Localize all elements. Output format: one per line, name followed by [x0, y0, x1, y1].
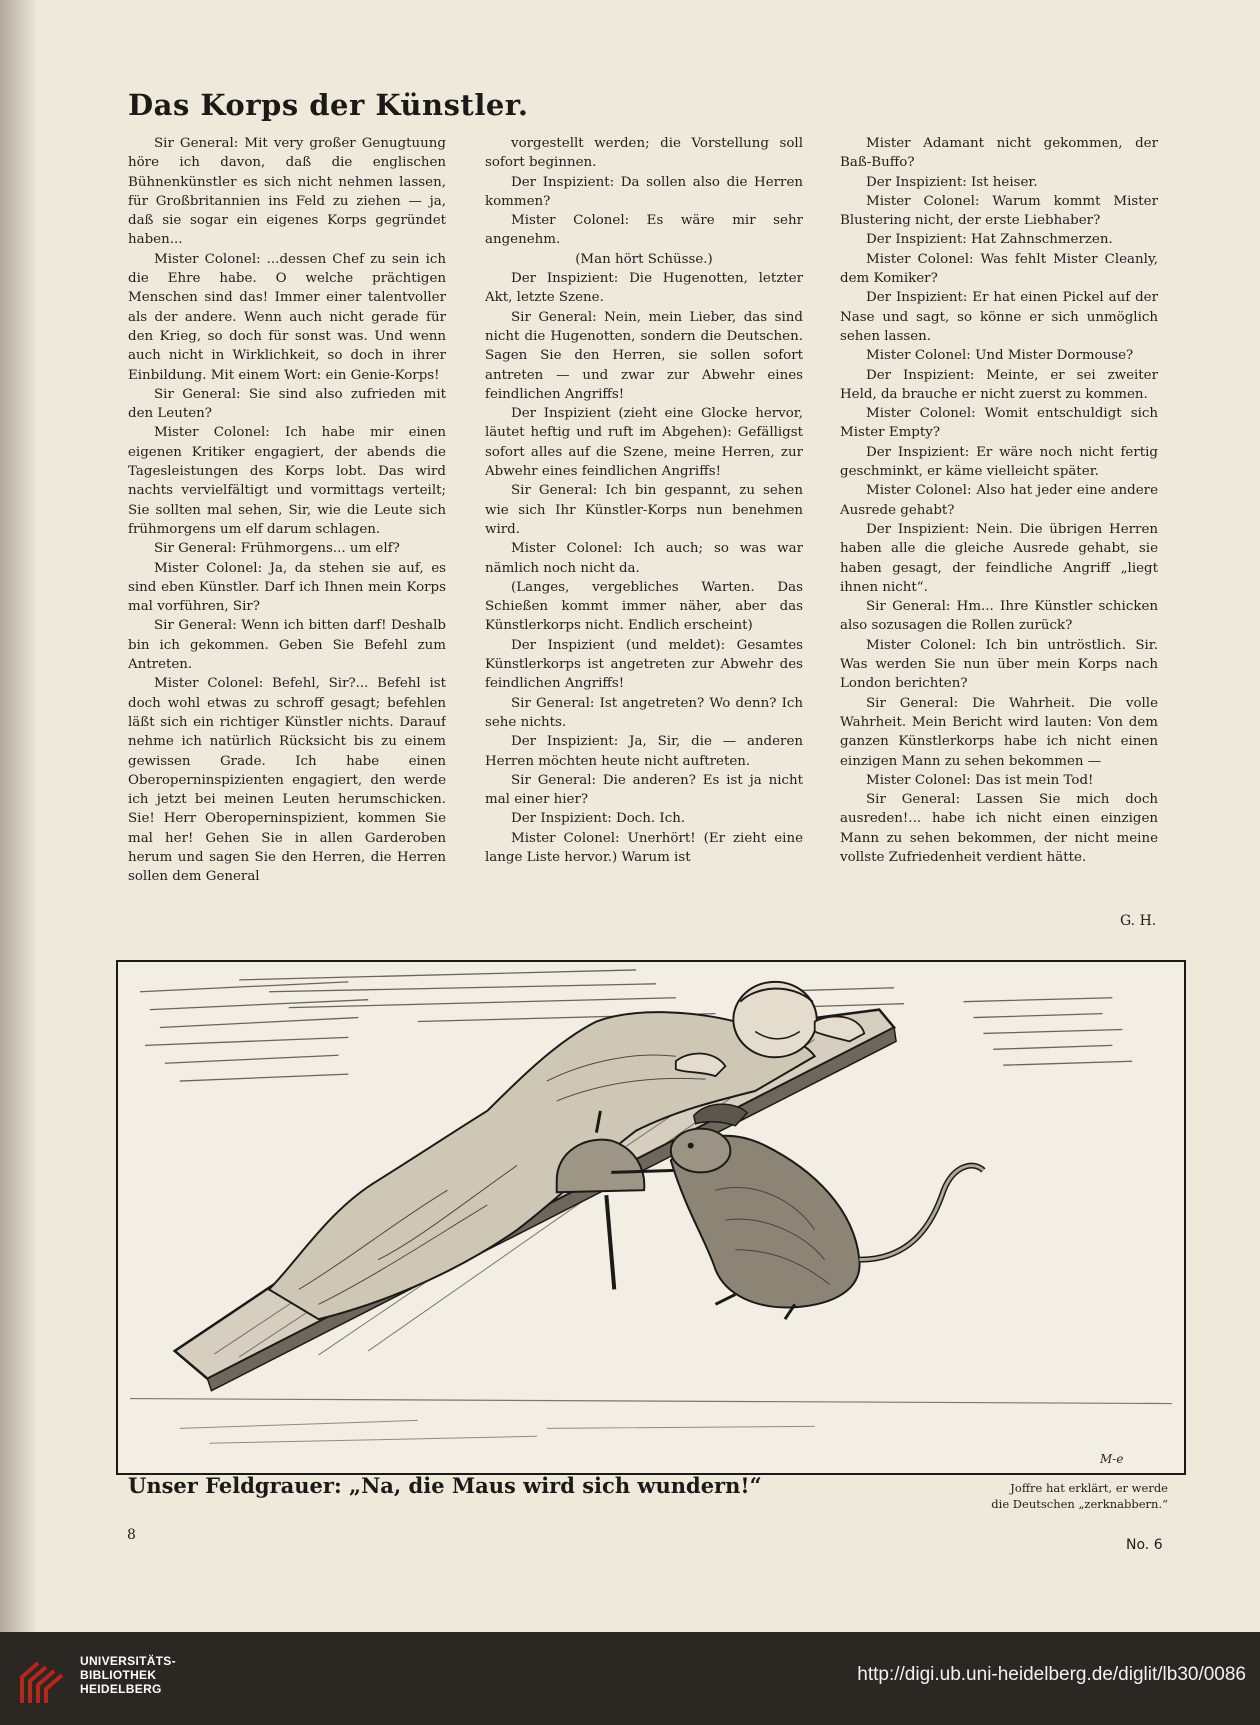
paragraph: Sir General: Hm... Ihre Künstler schicken also sozusagen die Rollen zurück? [840, 599, 1158, 634]
article-column-2 [485, 134, 803, 914]
paragraph: Mister Colonel: Ich auch; so was war nämlich noch nicht da. [485, 541, 803, 576]
paragraph: Sir General: Ist angetreten? Wo denn? Ich sehe nichts. [485, 695, 803, 730]
paragraph: Mister Colonel: Warum kommt Mister Blustering nicht, der erste Liebhaber? [840, 193, 1158, 229]
side-note-line: die Deutschen „zerknabbern.“ [991, 1497, 1168, 1511]
paragraph: Mister Colonel: Also hat jeder eine andere Ausrede gehabt? [840, 483, 1158, 518]
paragraph: Der Inspizient: Er hat einen Pickel auf der Nase und sagt, so könne er sich unmöglich sehen lassen. [840, 290, 1158, 344]
institution-name-line: BIBLIOTHEK [80, 1668, 157, 1682]
illustration-caption: Unser Feldgrauer: „Na, die Maus wird sich wundern!“ [128, 1473, 762, 1498]
paragraph: Mister Colonel: Unerhört! (Er zieht eine lange Liste hervor.) Warum ist [485, 830, 803, 865]
author-signature: G. H. [1120, 913, 1157, 929]
paragraph: (Langes, vergebliches Warten. Das Schießen kommt immer näher, aber das Künstlerkorps nicht. Endlich erscheint) [485, 579, 803, 634]
side-note [990, 1480, 1168, 1512]
cartoon-illustration [116, 960, 1186, 1475]
article-title: Das Korps der Künstler. [128, 88, 529, 122]
paragraph: Mister Colonel: Befehl, Sir?... Befehl ist doch wohl etwas zu schroff gesagt; befehlen läßt sich ein richtiger Künstler nichts. Darauf nehme ich natürlich Rücksicht bis zu einem gewissen Grade. Ich habe einen Oberoperninspizienten engagiert, den werde ich jetzt bei meinen Leuten herumschicken. Sie! Herr Oberoperninspizient, kommen Sie mal her! Gehen Sie in allen Garderoben herum und sagen Sie den Herren, die Herren sollen dem General [128, 676, 446, 885]
binding-shadow [0, 0, 38, 1632]
paragraph: Der Inspizient (zieht eine Glocke hervor, läutet heftig und ruft im Abgehen): Gefälligst sofort alles auf die Szene, meine Herren, zur Abwehr eines feindlichen Angriffs! [485, 406, 803, 480]
article-column-3 [840, 134, 1158, 899]
paragraph: Der Inspizient: Er wäre noch nicht fertig geschminkt, er käme vielleicht später. [840, 444, 1158, 480]
artist-signature: M-e [1100, 1452, 1124, 1466]
institution-name-line: UNIVERSITÄTS- [80, 1654, 176, 1668]
cartoon-drawing [118, 962, 1184, 1473]
paragraph: Der Inspizient: Hat Zahnschmerzen. [866, 232, 1113, 248]
library-logo-icon [16, 1649, 72, 1709]
paragraph: vorgestellt werden; die Vorstellung soll sofort beginnen. [485, 136, 803, 171]
paragraph: Mister Colonel: Das ist mein Tod! [866, 772, 1094, 788]
paragraph: Sir General: Mit very großer Genugtuung höre ich davon, daß die englischen Bühnenkünstler es sich nicht nehmen lassen, für Großbritannien ins Feld zu ziehen — ja, daß sie sogar ein eigenes Korps gegründet haben... [128, 136, 446, 248]
paragraph: Sir General: Sie sind also zufrieden mit den Leuten? [128, 386, 446, 422]
institution-name [80, 1654, 176, 1696]
paragraph: Mister Colonel: Ich bin untröstlich. Sir. Was werden Sie nun über mein Korps nach London berichten? [840, 637, 1158, 692]
paragraph: Sir General: Frühmorgens... um elf? [154, 541, 400, 557]
article-column-1 [128, 134, 446, 914]
paragraph: Mister Colonel: Und Mister Dormouse? [866, 348, 1134, 364]
paragraph: Sir General: Nein, mein Lieber, das sind nicht die Hugenotten, sondern die Deutschen. Sagen Sie den Herren, sie sollen sofort antreten — und zwar zur Abwehr eines feindlichen Angriffs! [485, 309, 803, 402]
issue-number: No. 6 [1126, 1537, 1163, 1553]
paragraph: Der Inspizient: Meinte, er sei zweiter Held, da brauche er nicht zuerst zu kommen. [840, 367, 1158, 402]
stage-direction: (Man hört Schüsse.) [575, 251, 713, 267]
paragraph: Sir General: Ich bin gespannt, zu sehen wie sich Ihr Künstler-Korps nun benehmen wird. [485, 483, 803, 537]
paragraph: Der Inspizient: Ist heiser. [866, 174, 1038, 190]
paragraph: Mister Colonel: Was fehlt Mister Cleanly, dem Komiker? [840, 251, 1158, 287]
paragraph: Der Inspizient (und meldet): Gesamtes Künstlerkorps ist angetreten zur Abwehr des feindlichen Angriffs! [485, 637, 803, 692]
page-number: 8 [127, 1527, 136, 1543]
paragraph: Mister Adamant nicht gekommen, der Baß-Buffo? [840, 136, 1158, 171]
paragraph: Sir General: Wenn ich bitten darf! Deshalb bin ich gekommen. Geben Sie Befehl zum Antreten. [128, 618, 446, 673]
paragraph: Mister Colonel: Womit entschuldigt sich Mister Empty? [840, 406, 1158, 441]
paragraph: Sir General: Die anderen? Es ist ja nicht mal einer hier? [485, 772, 803, 808]
paragraph: Mister Colonel: Ich habe mir einen eigenen Kritiker engagiert, der abends die Tagesleistungen des Korps lobt. Das wird nachts vervielfältigt und vormittags verteilt; Sie sollten mal sehen, Sir, wie die Leute sich frühmorgens um elf darum schlagen. [128, 425, 446, 537]
paragraph: Mister Colonel: ...dessen Chef zu sein ich die Ehre habe. O welche prächtigen Menschen sind das! Immer einer talentvoller als der andere. Wenn auch nicht gerade für den Krieg, so doch für sonst was. Und wenn auch nicht in Wirklichkeit, so doch in ihrer Einbildung. Mit einem Wort: ein Genie-Korps! [128, 251, 446, 383]
paragraph: Der Inspizient: Nein. Die übrigen Herren haben alle die gleiche Ausrede gehabt, sie haben gesagt, der feindliche Angriff „liegt ihnen nicht“. [840, 521, 1158, 595]
paragraph: Der Inspizient: Ja, Sir, die — anderen Herren möchten heute nicht auftreten. [485, 734, 803, 769]
paragraph: Mister Colonel: Es wäre mir sehr angenehm. [485, 213, 803, 248]
source-url-link[interactable]: http://digi.ub.uni-heidelberg.de/diglit/lb30/0086 [857, 1664, 1246, 1685]
institution-name-line: HEIDELBERG [80, 1682, 162, 1696]
paragraph: Der Inspizient: Doch. Ich. [511, 811, 686, 827]
ground [130, 1399, 1172, 1444]
paragraph: Mister Colonel: Ja, da stehen sie auf, es sind eben Künstler. Darf ich Ihnen mein Korps mal vorführen, Sir? [128, 560, 446, 615]
paragraph: Sir General: Die Wahrheit. Die volle Wahrheit. Mein Bericht wird lauten: Von dem ganzen Künstlerkorps habe ich nicht einen einzigen Mann zu sehen bekommen — [840, 695, 1158, 769]
mouse-figure [671, 1104, 984, 1319]
paragraph: Der Inspizient: Die Hugenotten, letzter Akt, letzte Szene. [485, 271, 803, 306]
paragraph: Der Inspizient: Da sollen also die Herren kommen? [485, 174, 803, 209]
side-note-line: Joffre hat erklärt, er werde [1010, 1481, 1168, 1495]
paragraph: Sir General: Lassen Sie mich doch ausreden!... habe ich nicht einen einzigen Mann zu sehen bekommen, der nicht meine vollste Zufriedenheit verdient hätte. [840, 792, 1158, 865]
